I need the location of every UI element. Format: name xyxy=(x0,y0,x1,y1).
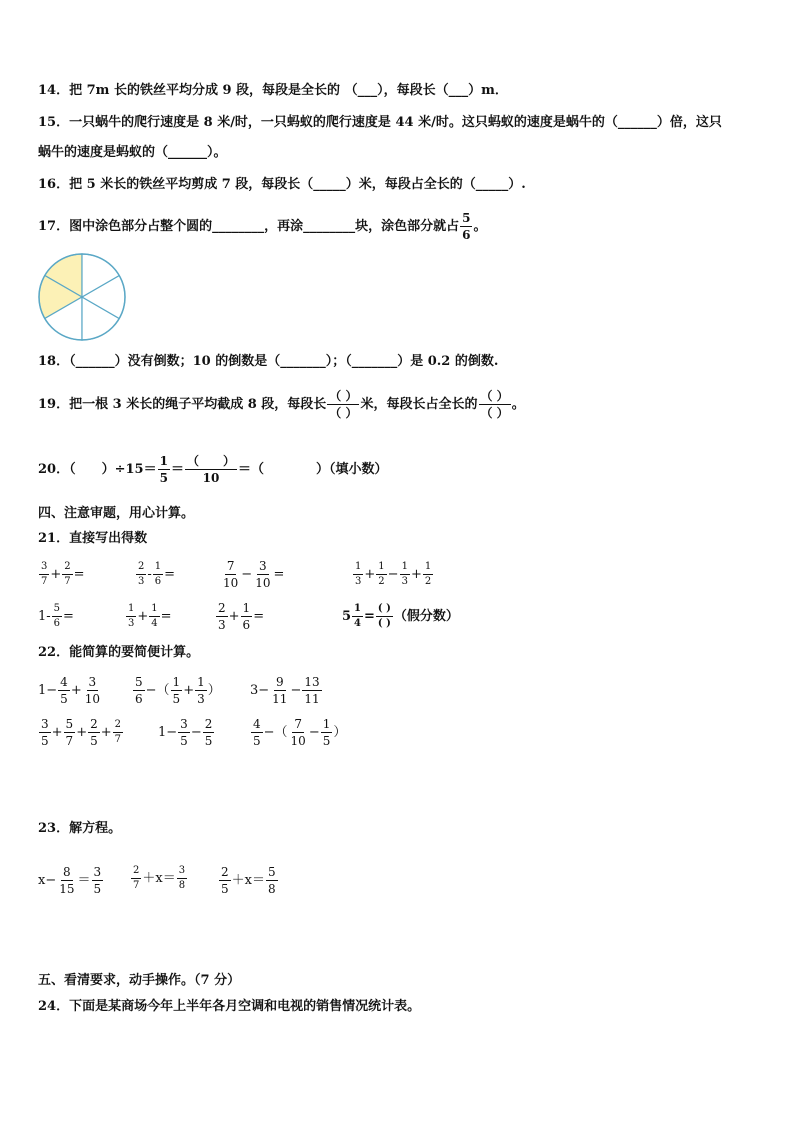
pie-chart xyxy=(37,252,127,342)
question-16: 16．把 5 米长的铁丝平均剪成 7 段，每段长（_____）米，每段占全长的（_____）. xyxy=(38,177,526,192)
question-23-title: 23．解方程。 xyxy=(38,821,122,836)
calc-22-1b: $\frac{5}{6}$ −（ $\frac{1}{5}$ + $\frac{1}{3}$ ） xyxy=(135,675,221,706)
question-18: 18．（______）没有倒数；10 的倒数是（_______）；（_______）是 0.2 的倒数. xyxy=(38,354,499,369)
question-14: 14．把 7m 长的铁丝平均分成 9 段，每段是全长的 （___），每段长（___）m． xyxy=(38,83,508,98)
question-21-title: 21．直接写出得数 xyxy=(38,531,148,546)
blank-fraction: （ ） （ ） xyxy=(480,389,509,420)
calc-22-1a: 1− $\frac{4}{5}$ + $\frac{3}{10}$ xyxy=(38,675,100,706)
calc-21-2d: 5 $\frac{1}{4}$ = ( ) ( ) （假分数） xyxy=(342,603,459,629)
question-15-line1: 15．一只蜗牛的爬行速度是 8 米/时，一只蚂蚁的爬行速度是 44 米/时。这只蚂蚁的速度是蜗牛的（______）倍，这只 xyxy=(38,115,722,130)
fraction: $\frac{5}{6}$ xyxy=(462,211,471,242)
calc-21-2b: $\frac{1}{3}$ + $\frac{1}{4}$ = xyxy=(128,603,172,629)
question-19: 19．把一根 3 米长的绳子平均截成 8 段，每段长 （ ） （ ） 米，每段长占全长的 （ ） （ ） 。 xyxy=(38,389,525,420)
calc-21-1b: $\frac{2}{3}$ - $\frac{1}{6}$ = xyxy=(138,561,176,587)
question-17-text: 17．图中涂色部分占整个圆的________，再涂________块，涂色部分就占 xyxy=(38,219,460,234)
section-4-title: 四、注意审题，用心计算。 xyxy=(38,506,195,521)
blank-fraction: （ ） （ ） xyxy=(329,389,358,420)
question-15-line2: 蜗牛的速度是蚂蚁的（______）。 xyxy=(38,145,227,160)
calc-21-2a: 1- $\frac{5}{6}$ = xyxy=(38,603,74,629)
equation-23a: x− $\frac{8}{15}$ ＝ $\frac{3}{5}$ xyxy=(38,865,102,896)
equation-23c: $\frac{2}{5}$ ＋x＝ $\frac{5}{8}$ xyxy=(221,865,276,896)
calc-22-2a: $\frac{3}{5}$ + $\frac{5}{7}$ + $\frac{2}{5}$ + $\frac{2}{7}$ xyxy=(41,717,122,748)
section-5-title: 五、看清要求，动手操作。（7 分） xyxy=(38,973,241,988)
fraction: $\frac{1}{5}$ xyxy=(159,454,168,485)
calc-22-1c: 3− $\frac{9}{11}$ − $\frac{13}{11}$ xyxy=(250,675,320,706)
calc-21-2c: $\frac{2}{3}$ + $\frac{1}{6}$ = xyxy=(218,601,265,632)
blank-fraction: （ ） 10 xyxy=(186,454,235,485)
calc-22-2c: $\frac{4}{5}$ −（ $\frac{7}{10}$ − $\frac{1}{5}$ ） xyxy=(253,717,347,748)
calc-21-1c: $\frac{7}{10}$ − $\frac{3}{10}$ = xyxy=(223,559,285,590)
question-22-title: 22．能简算的要简便计算。 xyxy=(38,645,200,660)
equation-23b: $\frac{2}{7}$ ＋x＝ $\frac{3}{8}$ xyxy=(133,865,186,891)
question-17: 17．图中涂色部分占整个圆的________，再涂________块，涂色部分就占 $\frac{5}{6}$ 。 xyxy=(38,211,487,242)
calc-21-1a: $\frac{3}{7}$ + $\frac{2}{7}$ = xyxy=(41,561,85,587)
question-24: 24．下面是某商场今年上半年各月空调和电视的销售情况统计表。 xyxy=(38,999,421,1014)
calc-22-2b: 1− $\frac{3}{5}$ − $\frac{2}{5}$ xyxy=(158,717,213,748)
calc-21-1d: $\frac{1}{3}$ + $\frac{1}{2}$ − $\frac{1}{3}$ + $\frac{1}{2}$ xyxy=(355,561,432,587)
question-20: 20．（ ）÷15＝ $\frac{1}{5}$ ＝ （ ） 10 ＝（ ）（填小数） xyxy=(38,454,388,485)
